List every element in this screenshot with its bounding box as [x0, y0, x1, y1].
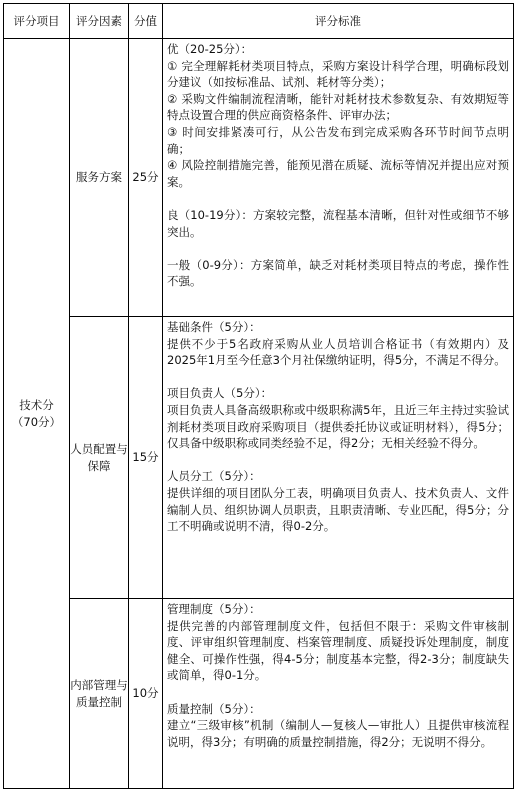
criteria-line: ② 采购文件编制流程清晰，能针对耗材技术参数复杂、有效期短等特点设置合理的供应商资格条件、评审办法； — [167, 91, 509, 123]
criteria-line: 建立“三级审核”机制（编制人—复核人—审批人）且提供审核流程说明，得3分；有明确的质量控制措施，得2分；无说明不得分。 — [167, 718, 509, 749]
criteria-spacer — [167, 452, 509, 469]
criteria-line: 项目负责人具备高级职称或中级职称满5年，且近三年主持过实验试剂耗材类项目政府采购项目（提供委托协议或证明材料），得5分；仅具备中级职称或同类经验不足，得2分；无相关经验不得分。 — [167, 402, 509, 451]
factor-cell: 人员配置与保障 — [70, 317, 129, 599]
criteria-line: ③ 时间安排紧凑可行，从公告发布到完成采购各环节时间节点明确； — [167, 124, 509, 156]
header-item: 评分项目 — [4, 4, 70, 39]
category-points: （70分） — [11, 414, 62, 429]
criteria-line: 人员分工（5分）： — [167, 469, 261, 484]
criteria-line: 质量控制（5分）： — [167, 701, 261, 716]
criteria-spacer — [167, 240, 509, 257]
criteria-cell — [163, 317, 514, 599]
header-factor: 评分因素 — [70, 4, 129, 39]
header-row — [4, 4, 514, 39]
header-criteria: 评分标准 — [163, 4, 514, 39]
criteria-line: ④ 风险控制措施完善，能预见潜在质疑、流标等情况并提出应对预案。 — [167, 158, 509, 189]
criteria-cell — [163, 599, 514, 789]
criteria-line: 优（20-25分）： — [167, 42, 253, 56]
points-cell: 25分 — [129, 39, 163, 317]
header-points: 分值 — [129, 4, 163, 39]
table-row — [4, 39, 514, 317]
category-name: 技术分 — [19, 397, 54, 412]
criteria-line: 良（10-19分）：方案较完整，流程基本清晰，但针对性或细节不够突出。 — [167, 207, 509, 239]
factor-cell: 服务方案 — [70, 39, 129, 317]
criteria-line: 基础条件（5分）： — [167, 320, 261, 334]
criteria-spacer — [167, 190, 509, 207]
criteria-line: 一般（0-9分）：方案简单，缺乏对耗材类项目特点的考虑，操作性不强。 — [167, 257, 509, 289]
table-row — [4, 599, 514, 789]
factor-cell: 内部管理与质量控制 — [70, 599, 129, 789]
category-cell — [4, 39, 70, 789]
scoring-table — [3, 3, 514, 789]
criteria-line: 提供详细的项目团队分工表，明确项目负责人、技术负责人、文件编制人员、组织协调人员职责，且职责清晰、专业匹配，得5分；分工不明确或说明不清，得0-2分。 — [167, 485, 509, 534]
criteria-line: 管理制度（5分）： — [167, 602, 261, 616]
criteria-line: 项目负责人（5分）： — [167, 386, 273, 401]
criteria-line: ① 完全理解耗材类项目特点，采购方案设计科学合理，明确标段划分建议（如按标准品、试剂、耗材等分类）； — [167, 58, 509, 90]
criteria-spacer — [167, 684, 509, 701]
criteria-spacer — [167, 369, 509, 386]
criteria-cell — [163, 39, 514, 317]
criteria-line: 提供完善的内部管理制度文件，包括但不限于：采购文件审核制度、评审组织管理制度、档案管理制度、质疑投诉处理制度，制度健全、可操作性强，得4-5分；制度基本完整，得2-3分；制度缺失或简单，得0-1分。 — [167, 618, 509, 683]
points-cell: 15分 — [129, 317, 163, 599]
points-cell: 10分 — [129, 599, 163, 789]
criteria-line: 提供不少于5名政府采购从业人员培训合格证书（有效期内）及2025年1月至今任意3个月社保缴纳证明，得5分，不满足不得分。 — [167, 336, 509, 368]
table-row — [4, 317, 514, 599]
